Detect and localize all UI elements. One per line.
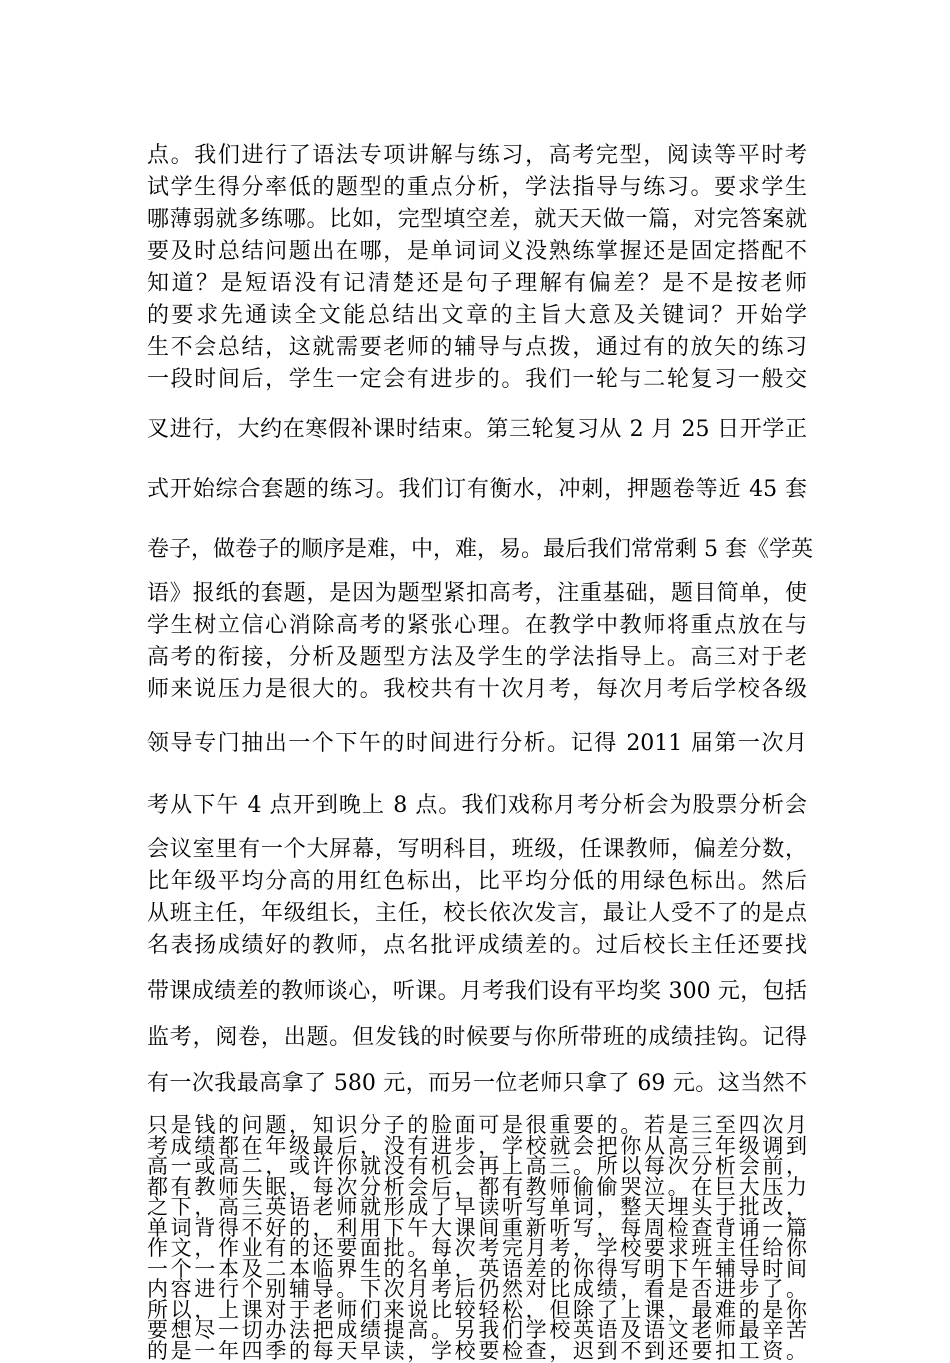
text-line: 领导专门抽出一个下午的时间进行分析。记得 2011 届第一次月 <box>147 731 807 756</box>
text-line: 的要求先通读全文能总结出文章的主旨大意及关键词？开始学 <box>147 303 807 328</box>
text-line: 会议室里有一个大屏幕，写明科目，班级，任课教师，偏差分数， <box>147 837 807 862</box>
text-line: 高一或高二，或许你就没有机会再上高三。所以每次分析会前， <box>147 1154 807 1178</box>
text-line: 高考的衔接，分析及题型方法及学生的学法指导上。高三对于老 <box>147 645 807 670</box>
text-line: 语》报纸的套题，是因为题型紧扣高考，注重基础，题目简单，使 <box>147 581 807 606</box>
text-line: 点。我们进行了语法专项讲解与练习，高考完型，阅读等平时考 <box>147 143 807 168</box>
text-line: 带课成绩差的教师谈心，听课。月考我们设有平均奖 300 元，包括 <box>147 979 807 1004</box>
text-line: 要想尽一切办法把成绩提高。另我们学校英语及语文老师最辛苦 <box>147 1318 807 1342</box>
text-line: 知道？是短语没有记清楚还是句子理解有偏差？是不是按老师 <box>147 271 807 296</box>
text-line: 试学生得分率低的题型的重点分析，学法指导与练习。要求学生 <box>147 175 807 200</box>
text-line: 要及时总结问题出在哪，是单词词义没熟练掌握还是固定搭配不 <box>147 239 807 264</box>
text-line: 哪薄弱就多练哪。比如，完型填空差，就天天做一篇，对完答案就 <box>147 207 807 232</box>
text-line: 考成绩都在年级最后，没有进步，学校就会把你从高三年级调到 <box>147 1133 807 1158</box>
text-line: 一段时间后，学生一定会有进步的。我们一轮与二轮复习一般交 <box>147 367 807 392</box>
text-line: 作文，作业有的还要面批。每次考完月考，学校要求班主任给你 <box>147 1236 807 1260</box>
text-line: 只是钱的问题，知识分子的脸面可是很重要的。若是三至四次月 <box>147 1113 807 1137</box>
text-line: 所以，上课对于老师们来说比较轻松，但除了上课，最难的是你 <box>147 1297 807 1322</box>
text-line: 监考，阅卷，出题。但发钱的时候要与你所带班的成绩挂钩。记得 <box>147 1025 807 1050</box>
text-line: 师来说压力是很大的。我校共有十次月考，每次月考后学校各级 <box>147 677 807 702</box>
text-line: 考从下午 4 点开到晚上 8 点。我们戏称月考分析会为股票分析会 <box>147 793 808 818</box>
text-line: 名表扬成绩好的教师，点名批评成绩差的。过后校长主任还要找 <box>147 933 807 958</box>
text-line: 的是一年四季的每天早读，学校要检查，迟到不到还要扣工资。 <box>147 1338 807 1363</box>
text-line: 生不会总结，这就需要老师的辅导与点拨，通过有的放矢的练习 <box>147 335 807 360</box>
text-line: 学生树立信心消除高考的紧张心理。在教学中教师将重点放在与 <box>147 613 807 638</box>
text-line: 卷子，做卷子的顺序是难，中，难，易。最后我们常常剩 5 套《学英 <box>147 537 813 562</box>
text-line: 有一次我最高拿了 580 元，而另一位老师只拿了 69 元。这当然不 <box>147 1071 807 1096</box>
text-line: 单词背得不好的，利用下午大课间重新听写，每周检查背诵一篇 <box>147 1215 807 1240</box>
text-line: 之下，高三英语老师就形成了早读听写单词，整天埋头于批改， <box>147 1195 807 1219</box>
text-line: 内容进行个别辅导。下次月考后仍然对比成绩，看是否进步了。 <box>147 1277 807 1301</box>
text-line: 一个一本及二本临界生的名单，英语差的你得写明下午辅导时间 <box>147 1256 807 1281</box>
text-line: 式开始综合套题的练习。我们订有衡水，冲刺，押题卷等近 45 套 <box>147 477 807 502</box>
text-line: 从班主任，年级组长，主任，校长依次发言，最让人受不了的是点 <box>147 901 807 926</box>
text-line: 都有教师失眠，每次分析会后，都有教师偷偷哭泣。在巨大压力 <box>147 1174 807 1199</box>
text-line: 比年级平均分高的用红色标出，比平均分低的用绿色标出。然后 <box>147 869 807 894</box>
text-line: 叉进行，大约在寒假补课时结束。第三轮复习从 2 月 25 日开学正 <box>147 417 807 442</box>
